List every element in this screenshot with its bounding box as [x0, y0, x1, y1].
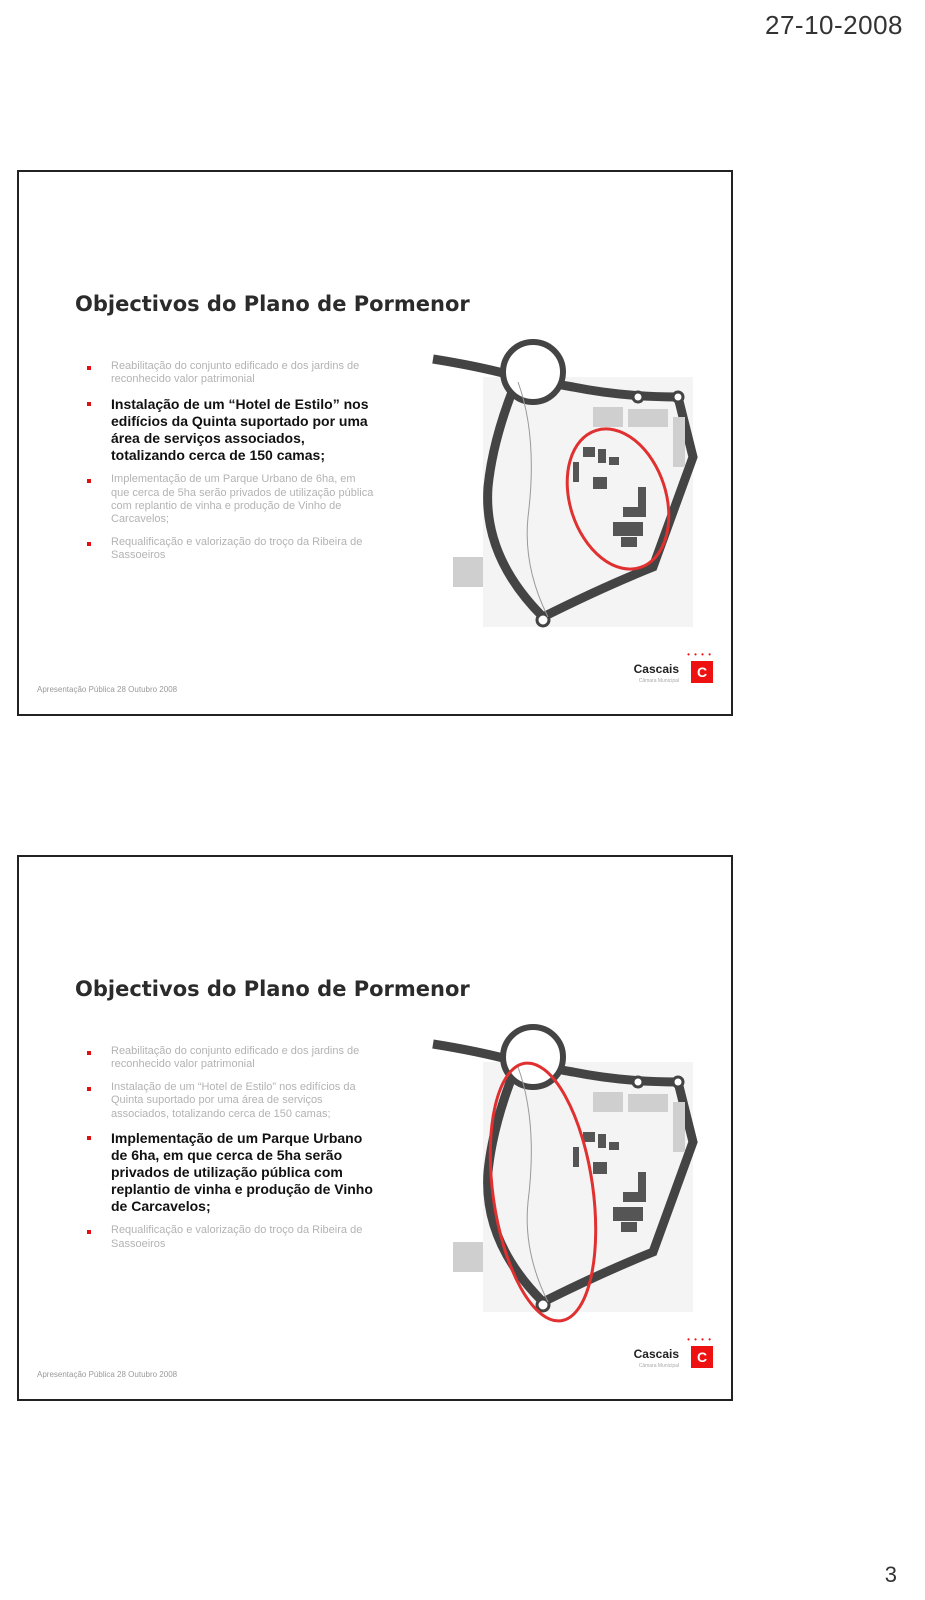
bullet-list [85, 1045, 375, 1260]
logo-mark: C [691, 661, 713, 683]
bullet-item: Implementação de um Parque Urbano de 6ha, em que cerca de 5ha serão privados de utilização pública com replantio de vinha e produção de Vinho de Carcavelos; [85, 473, 375, 527]
slide-1 [17, 170, 733, 716]
site-plan-map [423, 1022, 713, 1332]
logo-name: Cascais [633, 1347, 679, 1361]
cascais-logo [603, 1335, 713, 1385]
bullet-list [85, 360, 375, 572]
bullet-item: Requalificação e valorização do troço da Ribeira de Sassoeiros [85, 1224, 375, 1251]
bullet-item: Reabilitação do conjunto edificado e dos jardins de reconhecido valor patrimonial [85, 360, 375, 387]
logo-mark: C [691, 1346, 713, 1368]
logo-dots: • • • • [687, 650, 712, 659]
bullet-item-highlighted: Implementação de um Parque Urbano de 6ha, em que cerca de 5ha serão privados de utilização pública com replantio de vinha e produção de Vinho de Carcavelos; [85, 1130, 375, 1215]
page-number: 3 [884, 1562, 897, 1587]
page-date: 27-10-2008 [765, 10, 903, 40]
slide-footer: Apresentação Pública 28 Outubro 2008 [37, 685, 178, 694]
slide-title: Objectivos do Plano de Pormenor [75, 977, 470, 1001]
logo-tagline: Câmara Municipal [638, 678, 679, 684]
slide-2 [17, 855, 733, 1401]
site-plan-map [423, 337, 713, 647]
bullet-item: Reabilitação do conjunto edificado e dos jardins de reconhecido valor patrimonial [85, 1045, 375, 1072]
bullet-item: Requalificação e valorização do troço da Ribeira de Sassoeiros [85, 536, 375, 563]
slide-title: Objectivos do Plano de Pormenor [75, 292, 470, 316]
bullet-item: Instalação de um “Hotel de Estilo” nos edifícios da Quinta suportado por uma área de serviços associados, totalizando cerca de 150 camas; [85, 1081, 375, 1121]
logo-dots: • • • • [687, 1335, 712, 1344]
logo-name: Cascais [633, 662, 679, 676]
logo-tagline: Câmara Municipal [638, 1363, 679, 1369]
cascais-logo [603, 650, 713, 700]
roundabout [503, 342, 563, 402]
bullet-item-highlighted: Instalação de um “Hotel de Estilo” nos edifícios da Quinta suportado por uma área de serviços associados, totalizando cerca de 150 camas; [85, 396, 375, 464]
slide-footer: Apresentação Pública 28 Outubro 2008 [37, 1370, 178, 1379]
